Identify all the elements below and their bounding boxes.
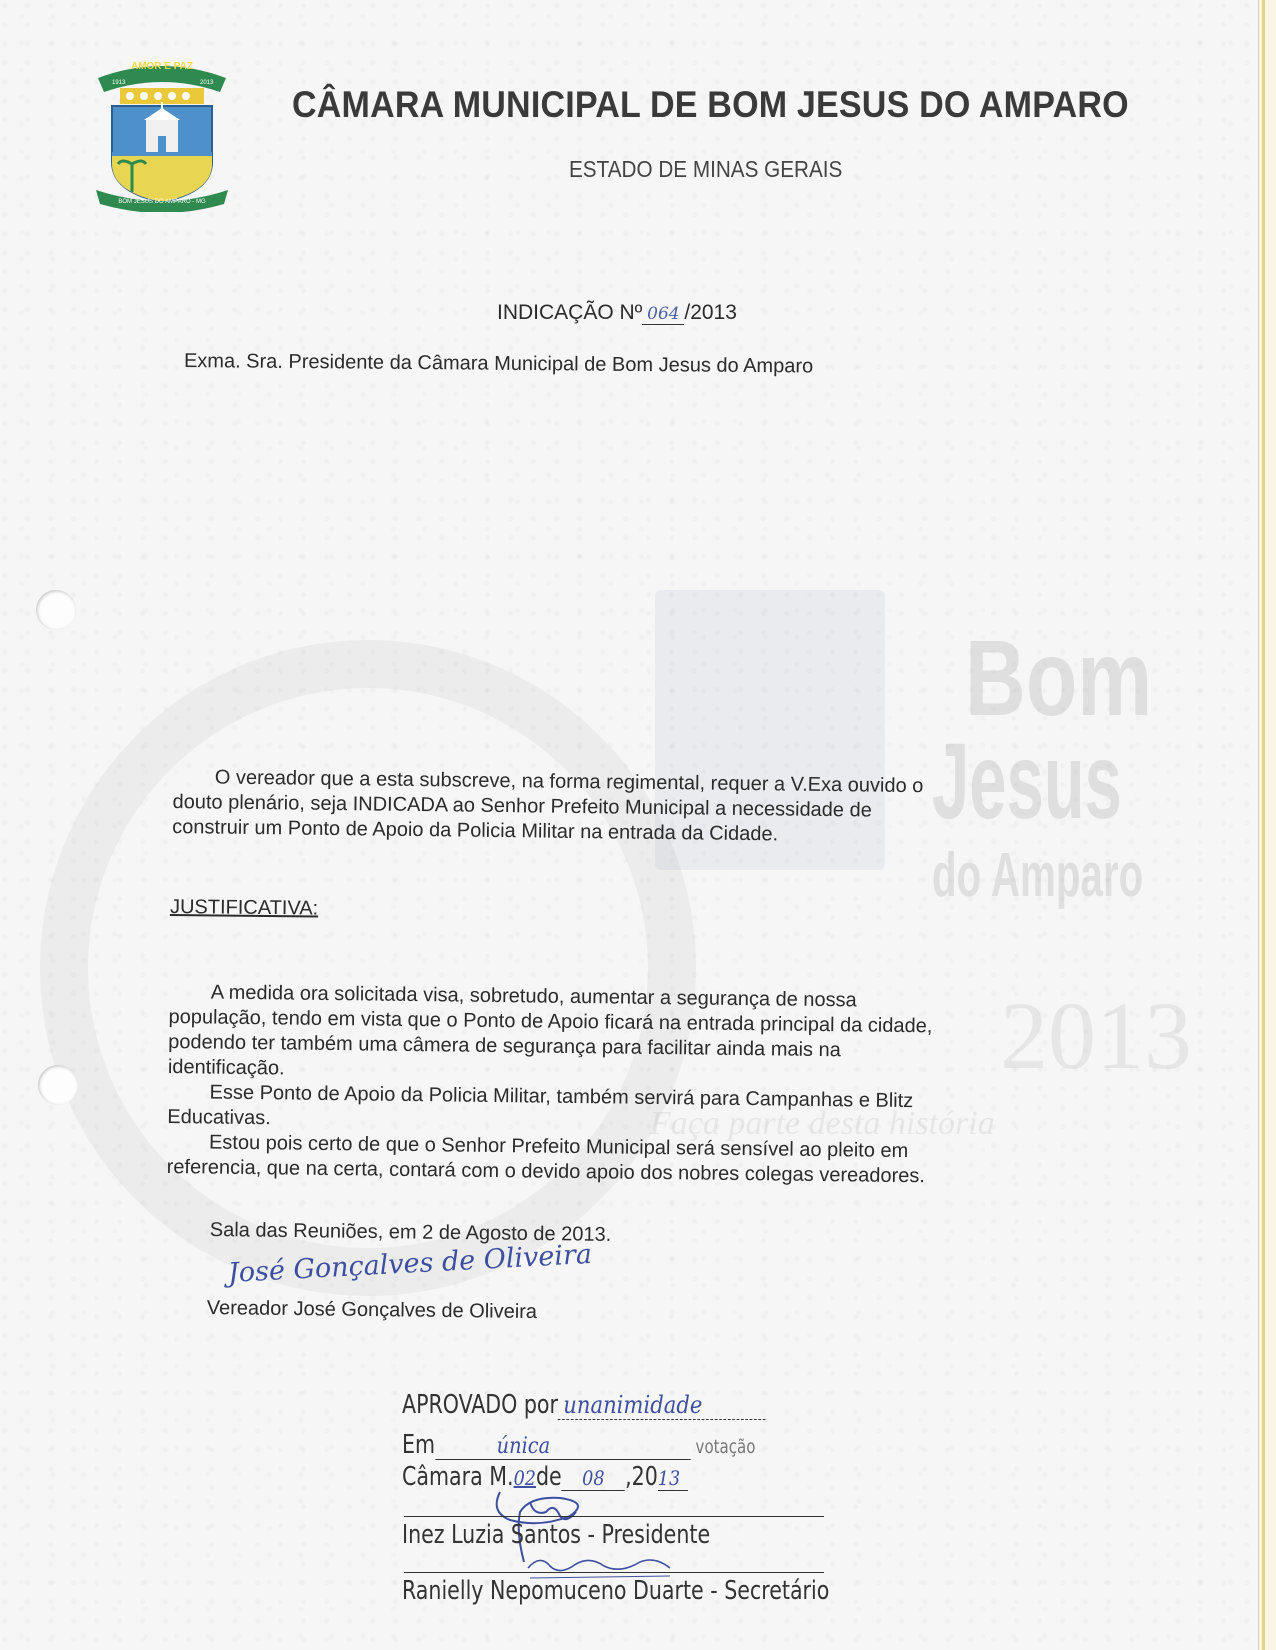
- watermark-big-circle: [40, 640, 696, 1296]
- stamp-approved-value: unanimidade: [558, 1391, 766, 1420]
- signer-name: Vereador José Gonçalves de Oliveira: [206, 1296, 538, 1324]
- stamp-em-value: única: [435, 1434, 690, 1460]
- watermark-tagline: Faça parte desta história: [650, 1105, 995, 1142]
- request-line: douto plenário, seja INDICADA ao Senhor Prefeito Municipal a necessidade de: [172, 790, 872, 822]
- logo-left-year: 1913: [112, 80, 126, 86]
- request-line: construir um Ponto de Apoio da Policia Militar na entrada da Cidade.: [172, 815, 779, 846]
- page-subtitle: ESTADO DE MINAS GERAIS: [569, 156, 843, 182]
- punch-hole-top: [36, 590, 76, 630]
- justification-line: Educativas.: [167, 1105, 271, 1130]
- watermark-line2: Jesus: [932, 720, 1122, 841]
- indication-year: /2013: [684, 301, 737, 324]
- logo-top-text: AMOR E PAZ: [130, 61, 194, 72]
- secretary-signature-line: [404, 1572, 824, 1573]
- indication-prefix: INDICAÇÃO Nº: [497, 301, 643, 324]
- logo-right-year: 2013: [200, 80, 214, 86]
- justification-paragraph: [167, 980, 933, 1189]
- justification-heading: JUSTIFICATIVA:: [169, 896, 319, 920]
- municipal-coat-of-arms: [92, 52, 232, 212]
- stamp-approved-label: APROVADO por: [402, 1390, 558, 1420]
- watermark-year: 2013: [1000, 982, 1192, 1089]
- indication-number: 064: [642, 304, 684, 325]
- justification-line: podendo ter também uma câmera de segurança para facilitar ainda mais na: [168, 1030, 841, 1062]
- watermark-line3: do Amparo: [932, 841, 1144, 910]
- stamp-day: 02: [513, 1466, 536, 1490]
- stamp-de-label: de: [535, 1462, 562, 1492]
- salutation: Exma. Sra. Presidente da Câmara Municipal de Bom Jesus do Amparo: [183, 350, 814, 378]
- page-title: CÂMARA MUNICIPAL DE BOM JESUS DO AMPARO: [292, 84, 1129, 125]
- request-paragraph: [172, 765, 923, 849]
- justification-line: Estou pois certo de que o Senhor Prefeito Municipal será sensível ao pleito em: [208, 1131, 909, 1163]
- stamp-year-suffix: 13: [658, 1466, 688, 1491]
- indication-number-line: [497, 301, 737, 325]
- handwritten-signature: José Gonçalves de Oliveira: [227, 1238, 593, 1289]
- stamp-camara-label: Câmara M.: [402, 1462, 514, 1492]
- stamp-em-label: Em: [402, 1430, 436, 1460]
- justification-line: identificação.: [167, 1055, 285, 1080]
- paper-edge-highlight: [1262, 0, 1265, 1650]
- stamp-votacao: votação: [695, 1436, 756, 1458]
- stamp-em-row: [402, 1430, 755, 1460]
- stamp-month: 08: [562, 1466, 625, 1491]
- punch-hole-bottom: [38, 1065, 78, 1105]
- request-line: O vereador que a esta subscreve, na forma regimental, requer a V.Exa ouvido o: [214, 766, 924, 798]
- stamp-secretary: Ranielly Nepomuceno Duarte - Secretário: [402, 1576, 830, 1606]
- paper-edge: [1258, 0, 1276, 1650]
- justification-line: A medida ora solicitada visa, sobretudo, aumentar a segurança de nossa: [210, 981, 857, 1012]
- watermark-line1: Bom: [965, 617, 1153, 738]
- justification-line: população, tendo em vista que o Ponto de Apoio ficará na entrada principal da cidade,: [168, 1005, 933, 1038]
- justification-line: Esse Ponto de Apoio da Policia Militar, também servirá para Campanhas e Blitz: [209, 1081, 914, 1113]
- stamp-approved-row: [402, 1390, 766, 1420]
- justification-line: referencia, que na certa, contará com o devido apoio dos nobres colegas vereadores.: [166, 1155, 926, 1188]
- president-signature-line: [404, 1516, 824, 1517]
- closing-line: Sala das Reuniões, em 2 de Agosto de 2013.: [209, 1218, 612, 1246]
- stamp-year-prefix: ,20: [625, 1462, 658, 1492]
- stamp-president: Inez Luzia Santos - Presidente: [402, 1520, 711, 1550]
- logo-bottom-text: BOM JESUS DO AMPARO - MG: [118, 199, 206, 205]
